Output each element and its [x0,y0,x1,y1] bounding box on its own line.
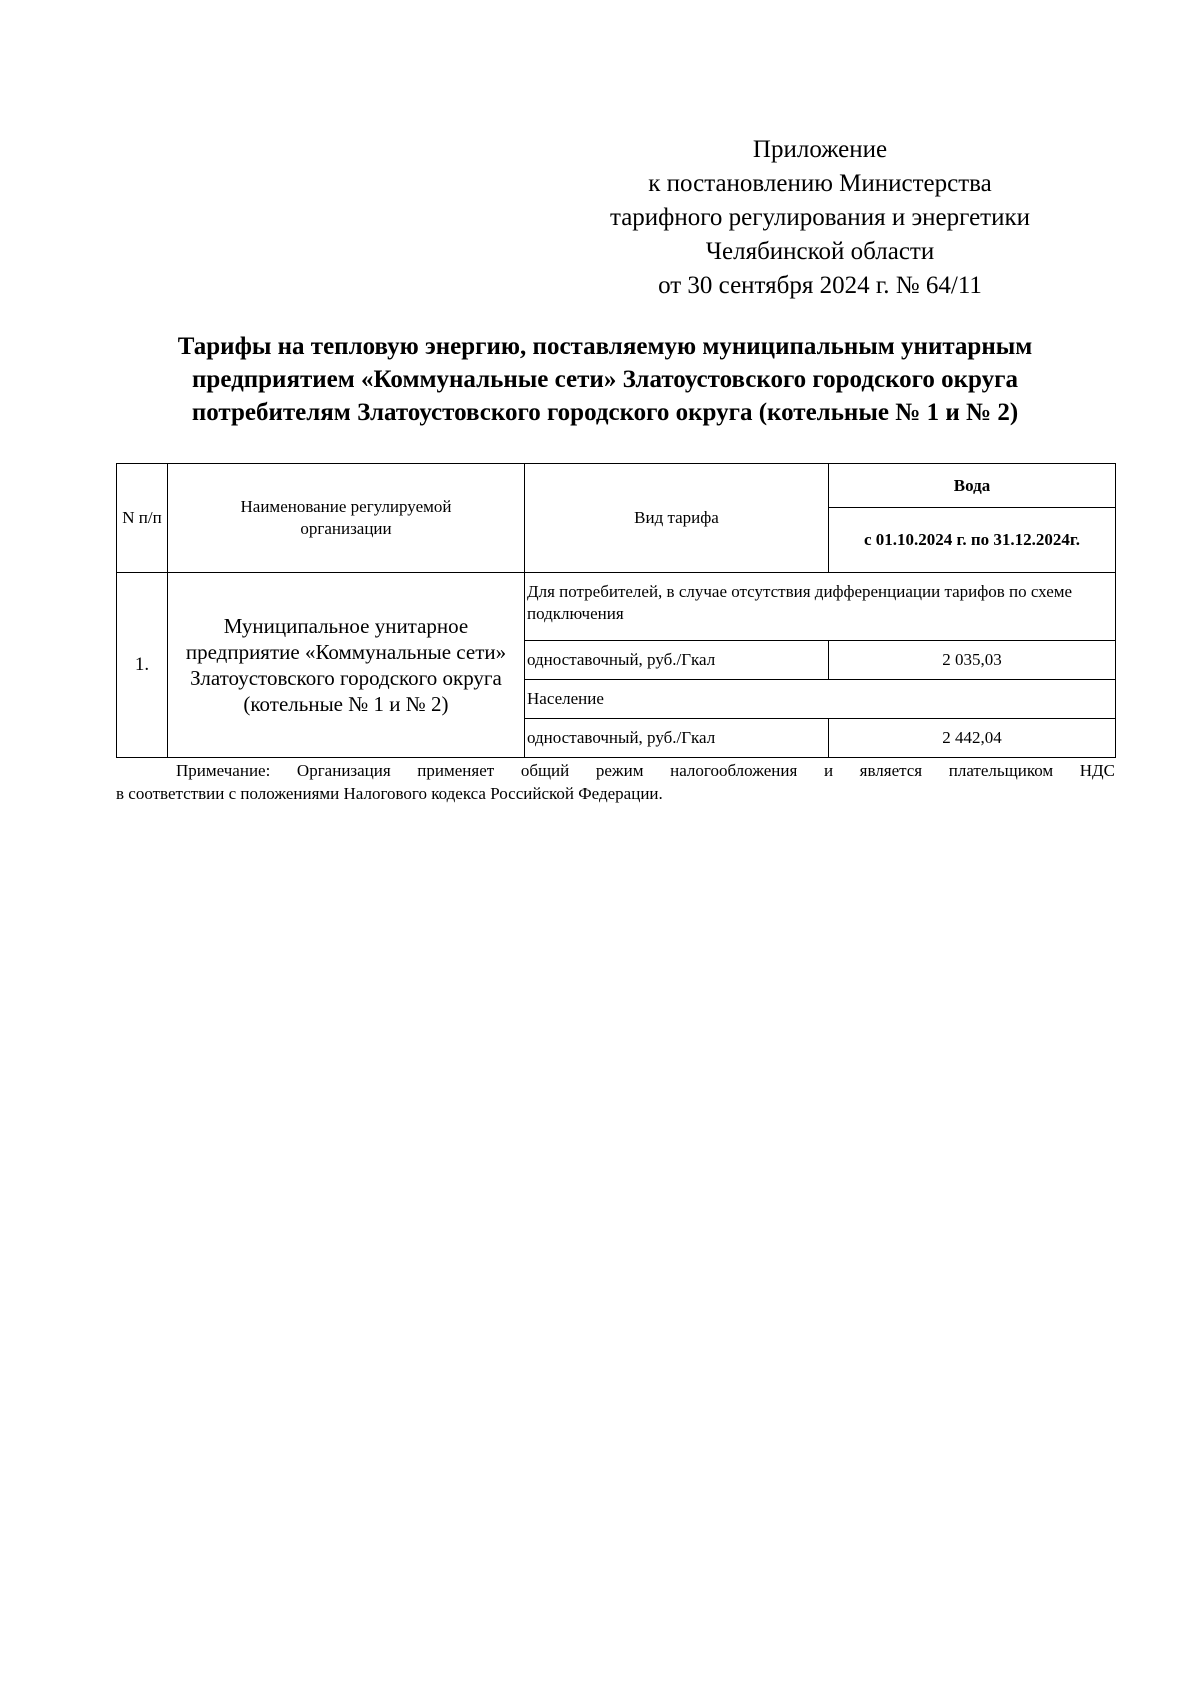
consumer-group-label: Население [525,680,1116,719]
header-water: Вода [829,464,1116,508]
appendix-line: тарифного регулирования и энергетики [609,204,1031,231]
note-block [116,759,1115,805]
tariff-table [116,463,1116,758]
header-organization: Наименование регулируемой организации [168,464,525,573]
tariff-type-cell: одноставочный, руб./Гкал [525,719,829,758]
consumer-group-label: Для потребителей, в случае отсутствия дифференциации тарифов по схеме подключения [525,573,1116,641]
appendix-block [560,133,1080,303]
note-line: Примечание: Организация применяет общий режим налогообложения и является плательщиком НДС [176,761,1115,780]
header-tariff-type: Вид тарифа [525,464,829,573]
row-number: 1. [117,573,168,758]
table-row [117,573,1116,641]
organization-name: Муниципальное унитарное предприятие «Коммунальные сети» Златоустовского городского округа (котельные № 1 и № 2) [168,573,525,758]
appendix-line: от 30 сентября 2024 г. № 64/11 [658,272,982,299]
appendix-line: Челябинской области [705,238,935,265]
header-period: с 01.10.2024 г. по 31.12.2024г. [829,508,1116,573]
title-line: потребителям Златоустовского городского округа (котельные № 1 и № 2) [191,399,1019,426]
tariff-type-cell: одноставочный, руб./Гкал [525,641,829,680]
title-line: Тарифы на тепловую энергию, поставляемую муниципальным унитарным [177,333,1033,360]
appendix-line: к постановлению Министерства [648,170,992,197]
tariff-value-cell: 2 035,03 [829,641,1116,680]
table-header-row [117,464,1116,508]
tariff-value-cell: 2 442,04 [829,719,1116,758]
appendix-line: Приложение [752,136,888,163]
title-line: предприятием «Коммунальные сети» Златоустовского городского округа [192,366,1018,393]
header-number: N п/п [117,464,168,573]
document-title [105,330,1105,429]
note-line: в соответствии с положениями Налогового кодекса Российской Федерации. [116,784,663,803]
